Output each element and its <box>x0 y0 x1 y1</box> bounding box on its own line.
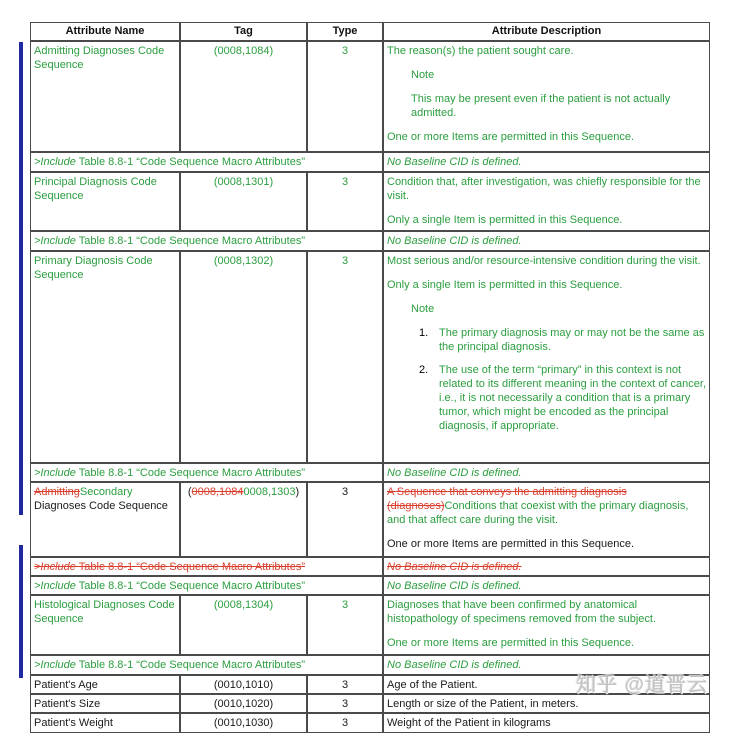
text-span: 0008,1303 <box>243 486 296 498</box>
watermark: 知乎 @道晋云 <box>576 674 709 696</box>
description-cell-content <box>387 466 706 479</box>
text-span: Most serious and/or resource-intensive condition during the visit. <box>387 255 701 267</box>
attribute-name-cell-content <box>34 254 176 460</box>
text-span: No Baseline CID is defined. <box>387 659 522 671</box>
text-span: 3 <box>341 255 349 267</box>
include-cell <box>30 231 383 251</box>
tag-cell-content <box>184 716 303 730</box>
tag-cell-content <box>184 175 303 228</box>
tag-cell <box>180 595 307 655</box>
text-span: This may be present even if the patient is not actually admitted. <box>411 93 671 119</box>
table-row <box>30 251 710 463</box>
text-span: Table 8.8-1 “Code Sequence Macro Attributes” <box>75 467 305 479</box>
paragraph <box>387 716 706 730</box>
table-body <box>30 41 710 733</box>
text-span: One or more Items are permitted in this Sequence. <box>387 637 635 649</box>
text-span: Only a single Item is permitted in this Sequence. <box>387 279 623 291</box>
tag-cell-content <box>184 485 303 554</box>
attribute-name-cell-content <box>34 44 176 149</box>
include-cell <box>30 576 383 595</box>
description-cell-content <box>387 716 706 730</box>
text-span: No Baseline CID is defined. <box>387 467 522 479</box>
type-cell-content <box>311 598 379 652</box>
description-cell-content <box>387 234 706 248</box>
type-cell <box>307 595 383 655</box>
type-cell <box>307 675 383 694</box>
text-span: (0008,1084) <box>213 45 274 57</box>
type-cell <box>307 172 383 231</box>
text-span: >Include <box>34 561 76 573</box>
text-span: 3 <box>341 698 349 710</box>
tag-cell-content <box>184 598 303 652</box>
description-cell-content <box>387 254 706 460</box>
include-cell <box>30 557 383 576</box>
description-cell <box>383 41 710 152</box>
tag-cell-content <box>184 678 303 691</box>
paragraph <box>387 466 706 479</box>
type-cell-content <box>311 678 379 691</box>
description-cell <box>383 557 710 576</box>
attribute-name-cell-content <box>34 175 176 228</box>
attribute-name-cell-content <box>34 598 176 652</box>
include-cell-content <box>34 560 379 573</box>
text-span: No Baseline CID is defined. <box>387 580 522 592</box>
attribute-name-cell <box>30 675 180 694</box>
tag-cell <box>180 482 307 557</box>
column-header: Attribute Name <box>30 22 180 41</box>
tag-cell <box>180 251 307 463</box>
text-span: Only a single Item is permitted in this Sequence. <box>387 214 623 226</box>
text-span: Table 8.8-1 “Code Sequence Macro Attributes” <box>75 156 305 168</box>
include-row <box>30 152 710 172</box>
paragraph <box>387 636 706 650</box>
list-number: 1. <box>419 327 429 339</box>
paragraph <box>387 697 706 710</box>
type-cell-content <box>311 175 379 228</box>
tag-cell-content <box>184 254 303 460</box>
attribute-name-cell <box>30 251 180 463</box>
text-span: >Include <box>34 659 76 671</box>
text-span: 3 <box>341 717 349 729</box>
text-span: (0008,1301) <box>213 176 274 188</box>
paragraph <box>387 234 706 248</box>
paragraph <box>411 92 706 120</box>
text-span: 3 <box>341 176 349 188</box>
table-row <box>30 41 710 152</box>
list-item-text <box>439 326 706 354</box>
text-span: (0010,1010) <box>213 679 274 691</box>
type-cell-content <box>311 44 379 149</box>
paragraph <box>387 537 706 551</box>
include-cell-content <box>34 155 379 169</box>
text-span: (0008,1304) <box>213 599 274 611</box>
description-cell <box>383 172 710 231</box>
description-cell <box>383 152 710 172</box>
text-span: 3 <box>341 679 349 691</box>
tag-cell-content <box>184 44 303 149</box>
include-cell-content <box>34 658 379 672</box>
text-span: Principal Diagnosis Code Sequence <box>34 176 157 202</box>
text-span: Age of the Patient. <box>387 679 478 691</box>
attribute-name-cell-content <box>34 716 176 730</box>
paragraph <box>387 485 706 527</box>
text-span: Conditions that coexist with the primary diagnosis, and that affect care during the visit. <box>387 500 689 526</box>
text-span: (0008,1302) <box>213 255 274 267</box>
text-span: ( <box>187 486 192 498</box>
list-item-text <box>439 363 706 433</box>
table-header <box>30 22 710 41</box>
include-row <box>30 557 710 576</box>
text-span: Patient's Age <box>34 679 98 691</box>
paragraph <box>387 598 706 626</box>
paragraph <box>387 213 706 227</box>
text-span: The primary diagnosis may or may not be the same as the principal diagnosis. <box>439 327 705 353</box>
text-span: Table 8.8-1 “Code Sequence Macro Attributes” <box>75 235 305 247</box>
include-row <box>30 231 710 251</box>
description-cell <box>383 713 710 733</box>
description-cell <box>383 576 710 595</box>
description-cell-content <box>387 560 706 573</box>
text-span: Table 8.8-1 “Code Sequence Macro Attributes” <box>75 580 305 592</box>
header-row <box>30 22 710 41</box>
text-span: Note <box>411 303 435 315</box>
tag-cell <box>180 694 307 713</box>
attribute-name-cell <box>30 713 180 733</box>
tag-cell <box>180 675 307 694</box>
tag-cell <box>180 41 307 152</box>
paragraph <box>387 560 706 573</box>
include-row <box>30 463 710 482</box>
text-span: Note <box>411 69 435 81</box>
text-span: The reason(s) the patient sought care. <box>387 45 574 57</box>
text-span: One or more Items are permitted in this Sequence. <box>387 131 635 143</box>
text-span: 3 <box>341 599 349 611</box>
change-bar <box>19 42 23 515</box>
paragraph <box>411 68 706 82</box>
attribute-name-cell-content <box>34 485 176 554</box>
description-cell-content <box>387 579 706 592</box>
list-item <box>419 326 706 354</box>
include-row <box>30 576 710 595</box>
text-span: Table 8.8-1 “Code Sequence Macro Attributes” <box>75 659 305 671</box>
text-span: One or more Items are permitted in this Sequence. <box>387 538 635 550</box>
description-cell-content <box>387 598 706 652</box>
type-cell-content <box>311 254 379 460</box>
description-cell <box>383 251 710 463</box>
text-span: Diagnoses Code Sequence <box>34 500 168 512</box>
text-span: >Include <box>34 467 76 479</box>
include-cell <box>30 463 383 482</box>
paragraph <box>387 175 706 203</box>
text-span: Admitting <box>34 486 80 498</box>
attribute-name-cell <box>30 595 180 655</box>
text-span: 3 <box>341 486 349 498</box>
text-span: (0010,1020) <box>213 698 274 710</box>
type-cell <box>307 482 383 557</box>
type-cell <box>307 41 383 152</box>
paragraph <box>411 302 706 316</box>
text-span: Weight of the Patient in kilograms <box>387 717 551 729</box>
paragraph <box>387 254 706 268</box>
attribute-name-cell <box>30 41 180 152</box>
text-span: >Include <box>34 156 76 168</box>
type-cell <box>307 251 383 463</box>
attribute-name-cell <box>30 694 180 713</box>
text-span: Patient's Size <box>34 698 101 710</box>
text-span: Admitting Diagnoses Code Sequence <box>34 45 165 71</box>
text-span: No Baseline CID is defined. <box>387 156 522 168</box>
text-span: >Include <box>34 235 76 247</box>
text-span: Condition that, after investigation, was chiefly responsible for the visit. <box>387 176 701 202</box>
description-cell-content <box>387 485 706 554</box>
text-span: Length or size of the Patient, in meters. <box>387 698 579 710</box>
description-cell <box>383 231 710 251</box>
include-cell-content <box>34 466 379 479</box>
text-span: Patient's Weight <box>34 717 113 729</box>
column-header: Tag <box>180 22 307 41</box>
description-cell-content <box>387 175 706 228</box>
text-span: A Sequence that conveys the admitting diagnosis (diagnoses) <box>387 486 627 512</box>
include-cell <box>30 655 383 675</box>
include-cell-content <box>34 579 379 592</box>
paragraph <box>387 579 706 592</box>
attribute-name-cell <box>30 172 180 231</box>
attribute-name-cell <box>30 482 180 557</box>
text-span: 0008,1084 <box>191 486 244 498</box>
type-cell <box>307 694 383 713</box>
text-span: 3 <box>341 45 349 57</box>
description-cell <box>383 482 710 557</box>
text-span: >Include <box>34 580 76 592</box>
description-cell-content <box>387 697 706 710</box>
tag-cell <box>180 172 307 231</box>
list-number: 2. <box>419 364 429 376</box>
text-span: (0010,1030) <box>213 717 274 729</box>
paragraph <box>387 278 706 292</box>
table-row <box>30 713 710 733</box>
table-row <box>30 482 710 557</box>
text-span: Histological Diagnoses Code Sequence <box>34 599 175 625</box>
text-span: Secondary <box>79 486 133 498</box>
type-cell-content <box>311 716 379 730</box>
list-item <box>419 363 706 433</box>
tag-cell <box>180 713 307 733</box>
text-span: The use of the term “primary” in this context is not related to its different meaning in the context of cancer, i.e., it is not necessarily a condition that is a primary tumor, which might be encoded as the principal diagnosis, if appropriate. <box>439 364 706 432</box>
description-cell-content <box>387 44 706 149</box>
attribute-name-cell-content <box>34 678 176 691</box>
include-cell <box>30 152 383 172</box>
paragraph <box>387 155 706 169</box>
text-span: Diagnoses that have been confirmed by anatomical histopathology of specimens removed from the subject. <box>387 599 657 625</box>
type-cell <box>307 713 383 733</box>
change-bar <box>19 545 23 678</box>
text-span: No Baseline CID is defined. <box>387 561 522 573</box>
description-cell-content <box>387 155 706 169</box>
include-cell-content <box>34 234 379 248</box>
paragraph <box>387 130 706 144</box>
table-row <box>30 595 710 655</box>
attribute-name-cell-content <box>34 697 176 710</box>
text-span: Primary Diagnosis Code Sequence <box>34 255 153 281</box>
text-span: No Baseline CID is defined. <box>387 235 522 247</box>
description-cell <box>383 463 710 482</box>
text-span: Table 8.8-1 “Code Sequence Macro Attributes” <box>75 561 305 573</box>
paragraph <box>387 44 706 58</box>
column-header: Type <box>307 22 383 41</box>
text-span: ) <box>295 486 300 498</box>
column-header: Attribute Description <box>383 22 710 41</box>
attribute-table <box>30 22 710 733</box>
table-row <box>30 172 710 231</box>
type-cell-content <box>311 485 379 554</box>
tag-cell-content <box>184 697 303 710</box>
description-cell <box>383 595 710 655</box>
type-cell-content <box>311 697 379 710</box>
